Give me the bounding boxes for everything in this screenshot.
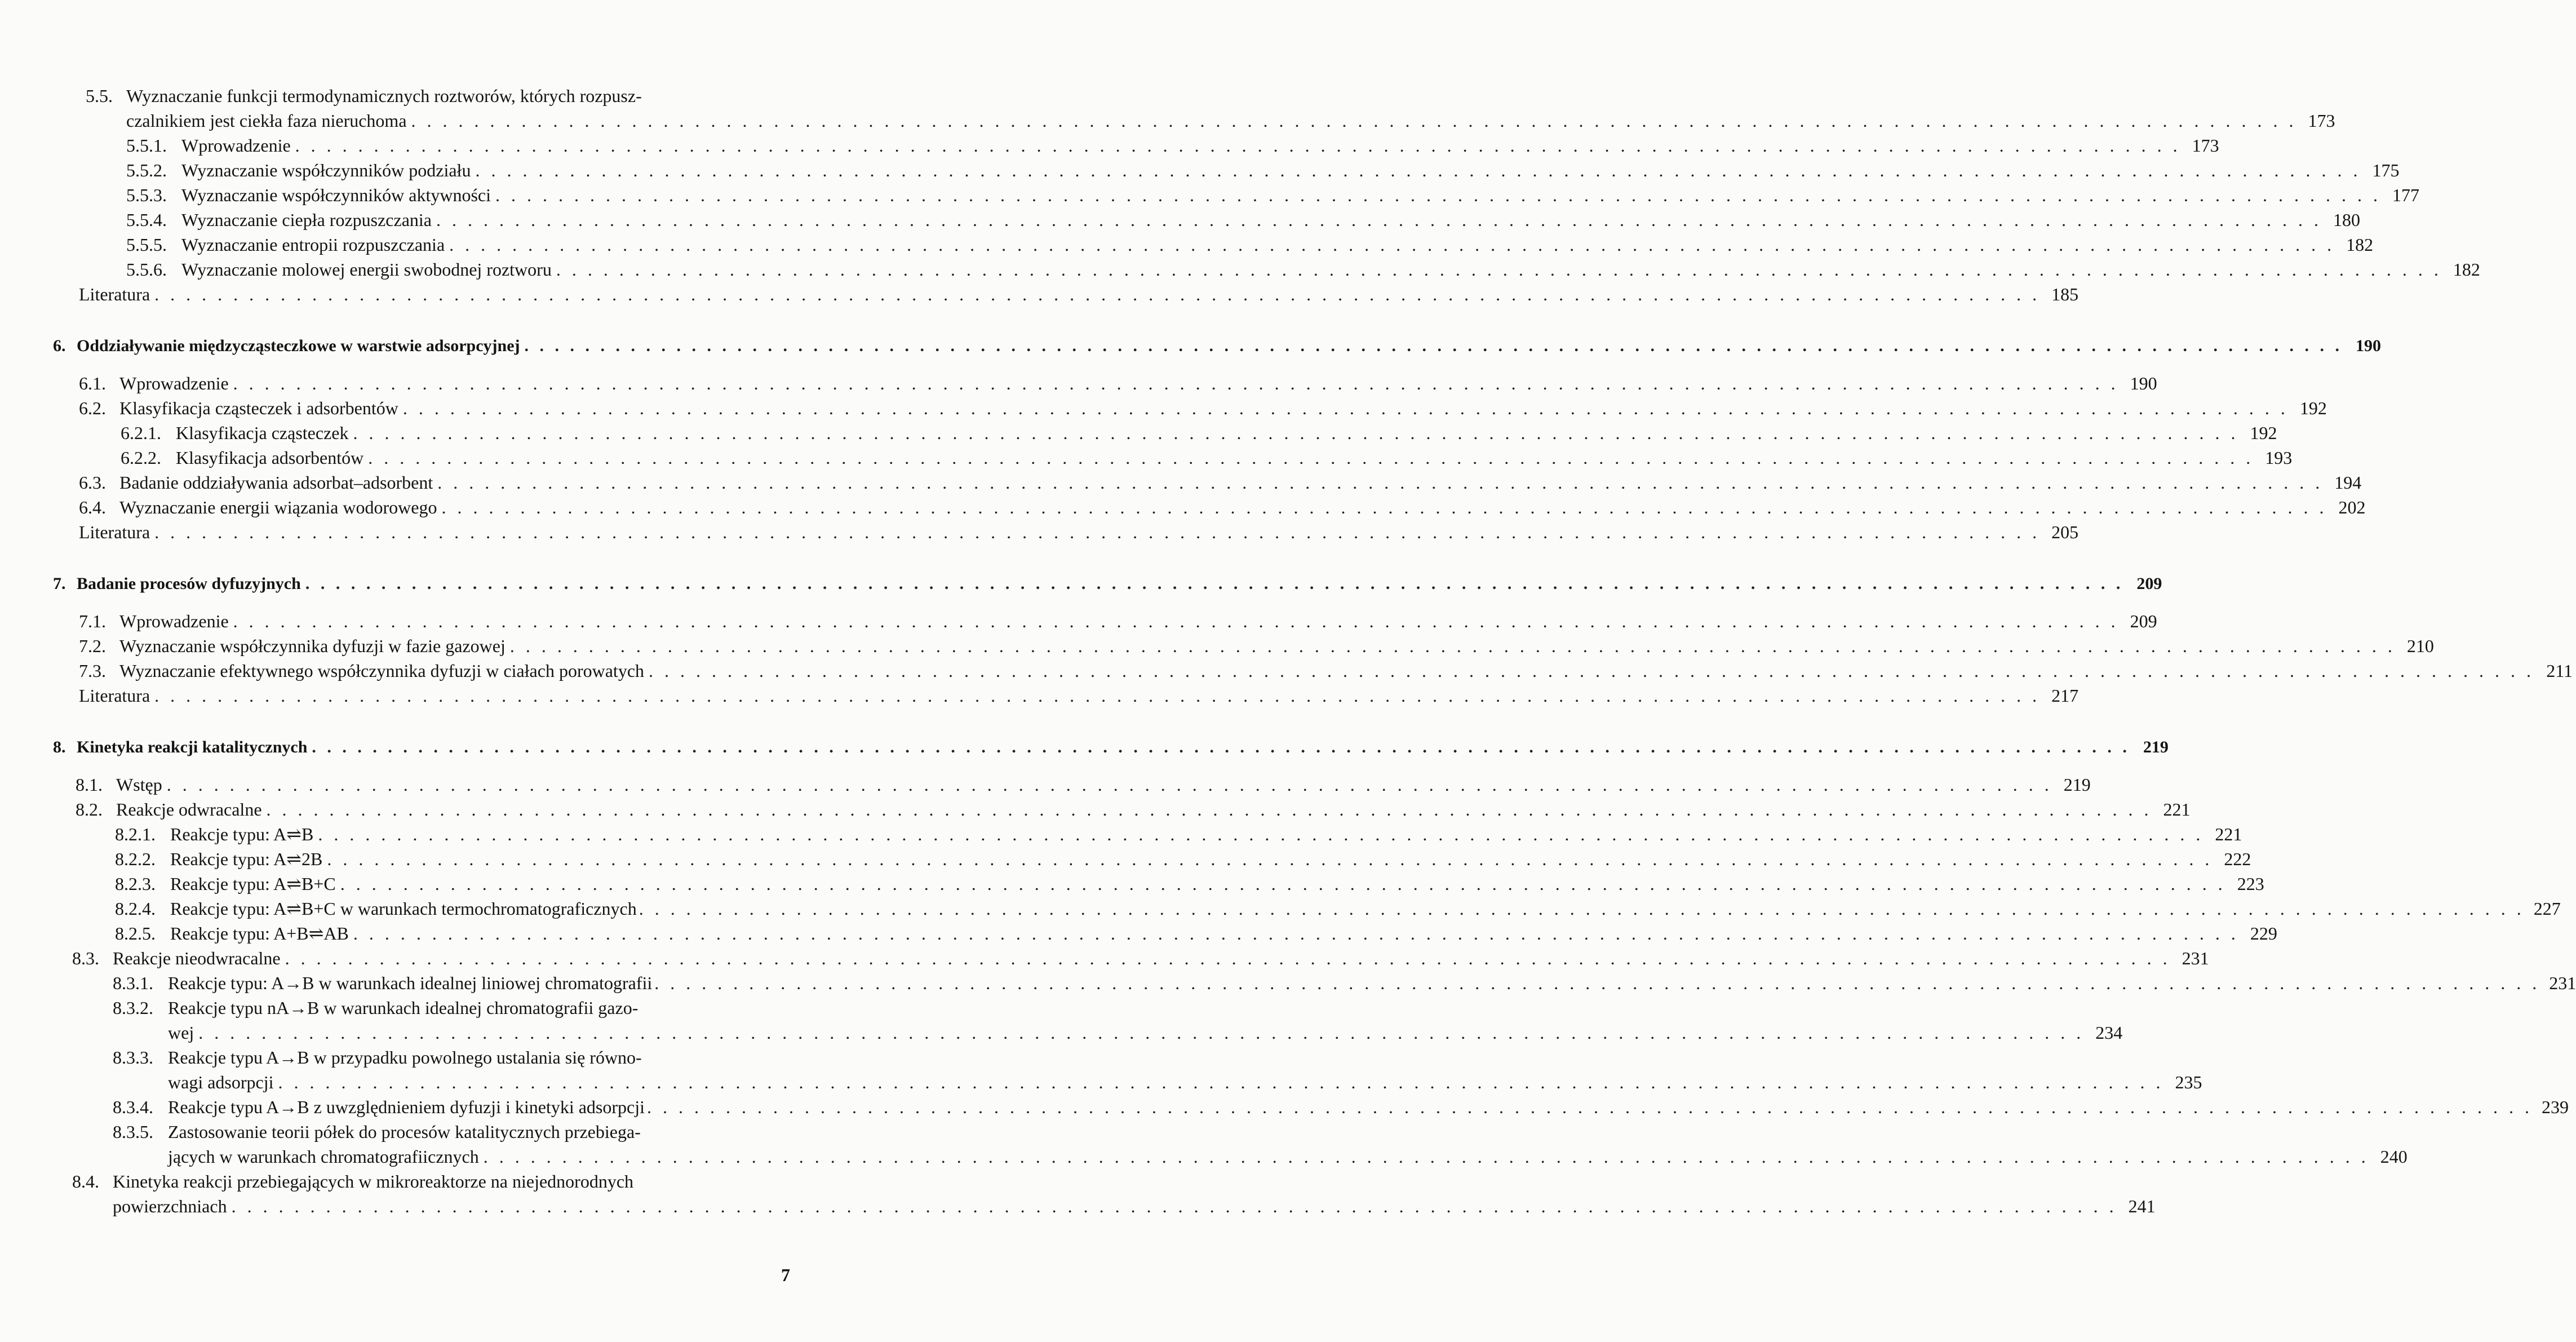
toc-title-continued: jących w warunkach chromatografiicznych [168, 1146, 479, 1167]
toc-page-number: 227 [2533, 898, 2561, 919]
toc-title: Reakcje typu: A⇌B+C w warunkach termochromatograficznych [170, 898, 637, 919]
toc-title: Reakcje typu A→B w przypadku powolnego ustalania się równo- [168, 1047, 642, 1068]
toc-entry-5-5-5 [76, 232, 2374, 257]
toc-title: Reakcje typu: A⇌B [170, 824, 314, 844]
toc-entry-6-2-1 [76, 420, 2277, 445]
toc-title: Kinetyka reakcji przebiegających w mikroreaktorze na niejednorodnych [113, 1171, 634, 1192]
toc-page-number: 229 [2250, 923, 2277, 944]
dot-leader [154, 520, 2040, 544]
dot-leader [295, 133, 2181, 158]
toc-title: Literatura [79, 522, 150, 542]
toc-number: 6.2. [79, 398, 106, 418]
dot-leader [233, 371, 2119, 396]
page-folio: 7 [781, 1265, 790, 1285]
toc-page-number: 221 [2163, 799, 2191, 820]
toc-entry-5-5-6 [76, 257, 2480, 282]
dot-leader [449, 232, 2335, 257]
toc-number: 8.2.1. [115, 824, 156, 844]
toc-chapter-number: 7. [53, 574, 66, 593]
toc-entry-6-3 [76, 470, 2362, 495]
toc-title: Badanie oddziaływania adsorbat–adsorbent [119, 472, 433, 493]
toc-chapter-number: 6. [53, 336, 66, 355]
dot-leader [654, 971, 2540, 995]
toc-chapter-7 [53, 572, 2162, 596]
dot-leader [556, 257, 2442, 282]
toc-entry-6-1 [76, 371, 2157, 396]
toc-number: 8.2.4. [115, 898, 156, 919]
toc-page-number: 231 [2549, 973, 2576, 993]
toc-title: Reakcje typu nA→B w warunkach idealnej chromatografii gazo- [168, 998, 639, 1018]
dot-leader [318, 822, 2203, 847]
toc-entry-8-3-1 [76, 971, 2576, 995]
toc-number: 8.2.3. [115, 874, 156, 894]
toc-number: 8.2. [76, 799, 103, 820]
toc-title: Wyznaczanie ciepła rozpuszczania [181, 210, 432, 230]
toc-entry-6-2 [76, 396, 2327, 420]
toc-number: 8.2.5. [115, 923, 156, 944]
toc-entry-5-5-1 [76, 133, 2219, 158]
toc-page-number: 241 [2128, 1196, 2156, 1216]
toc-page-number: 222 [2224, 849, 2251, 869]
toc-page-number: 209 [2130, 611, 2157, 631]
toc-page-number: 240 [2380, 1146, 2407, 1167]
toc-title: Reakcje typu A→B z uwzględnieniem dyfuzji i kinetyki adsorpcji [168, 1097, 645, 1117]
toc-chapter-title: Kinetyka reakcji katalitycznych [77, 738, 308, 756]
dot-leader [285, 946, 2171, 971]
dot-leader [340, 871, 2226, 896]
toc-entry-7-3 [76, 658, 2573, 683]
dot-leader [305, 572, 2124, 596]
table-of-contents [53, 83, 2576, 1219]
dot-leader [353, 420, 2238, 445]
dot-leader [510, 634, 2396, 658]
toc-page-number: 219 [2063, 774, 2091, 795]
toc-title: Wprowadzenie [119, 611, 229, 631]
toc-number: 6.4. [79, 497, 106, 517]
toc-number: 8.3. [72, 948, 99, 968]
toc-chapter-title: Badanie procesów dyfuzyjnych [77, 574, 301, 593]
dot-leader [327, 847, 2213, 871]
dot-leader [198, 1020, 2084, 1045]
toc-title: Wyznaczanie entropii rozpuszczania [181, 234, 445, 255]
toc-page-number: 211 [2546, 661, 2573, 681]
toc-number: 5.5.5. [126, 234, 167, 255]
toc-title: Zastosowanie teorii półek do procesów katalitycznych przebiega- [168, 1122, 641, 1142]
toc-number: 5.5.6. [126, 259, 167, 280]
toc-entry-8-2 [76, 797, 2191, 822]
toc-page-number: 223 [2237, 874, 2264, 894]
toc-entry-8-3-4 [76, 1095, 2569, 1119]
toc-number: 6.2.2. [121, 448, 161, 468]
dot-leader [495, 183, 2381, 207]
toc-title: Reakcje typu: A⇌B+C [170, 874, 336, 894]
toc-chapter-6 [53, 334, 2382, 358]
toc-number: 7.3. [79, 661, 106, 681]
toc-page-number: 182 [2346, 234, 2374, 255]
toc-number: 8.1. [76, 774, 103, 795]
toc-number: 8.3.5. [113, 1122, 153, 1142]
dot-leader [475, 158, 2361, 183]
toc-page-number: 175 [2372, 160, 2400, 180]
toc-entry-literatura [76, 520, 2079, 544]
dot-leader [278, 1070, 2164, 1095]
toc-entry-literatura [76, 683, 2079, 708]
dot-leader [411, 108, 2297, 133]
toc-title: Wyznaczanie funkcji termodynamicznych roztworów, których rozpusz- [126, 86, 642, 106]
toc-number: 5.5.1. [126, 135, 167, 156]
toc-entry-8-1 [76, 772, 2091, 797]
toc-title: Wyznaczanie molowej energii swobodnej roztworu [181, 259, 552, 280]
toc-chapter-8 [53, 735, 2169, 760]
toc-title: Wyznaczanie energii wiązania wodorowego [119, 497, 437, 517]
toc-entry-8-4 [72, 1169, 2156, 1219]
toc-title: Literatura [79, 685, 150, 706]
dot-leader [232, 1194, 2117, 1219]
toc-page-number: 234 [2095, 1022, 2123, 1043]
toc-entry-7-2 [76, 634, 2434, 658]
toc-page-number: 173 [2308, 110, 2335, 131]
toc-number: 6.2.1. [121, 423, 161, 443]
toc-title: Klasyfikacja cząsteczek i adsorbentów [119, 398, 398, 418]
toc-number: 5.5.4. [126, 210, 167, 230]
toc-chapter-number: 8. [53, 738, 66, 756]
toc-title: Klasyfikacja adsorbentów [176, 448, 364, 468]
toc-entry-8-2-2 [76, 847, 2251, 871]
toc-page-number: 185 [2051, 284, 2079, 304]
toc-title: Wyznaczanie współczynnika dyfuzji w fazie gazowej [119, 636, 506, 656]
toc-page-number: 239 [2542, 1097, 2569, 1117]
dot-leader [441, 495, 2327, 520]
toc-number: 7.1. [79, 611, 106, 631]
toc-entry-6-4 [76, 495, 2366, 520]
toc-entry-8-2-4 [76, 896, 2561, 921]
toc-entry-8-3-2 [76, 995, 2123, 1045]
toc-page-number: 194 [2334, 472, 2362, 493]
toc-entry-7-1 [76, 609, 2157, 634]
toc-title: Reakcje typu: A⇌2B [170, 849, 323, 869]
toc-entry-8-3-5 [76, 1119, 2407, 1169]
toc-title: Wstęp [116, 774, 162, 795]
toc-number: 8.3.1. [113, 973, 153, 993]
toc-title: Wyznaczanie współczynników podziału [181, 160, 471, 180]
toc-entry-literatura [76, 282, 2079, 307]
toc-chapter-title: Oddziaływanie międzycząsteczkowe w warstwie adsorpcyjnej [77, 336, 520, 355]
toc-page-number: 192 [2299, 398, 2327, 418]
toc-title-continued: powierzchniach [113, 1196, 227, 1216]
toc-title-continued: wej [168, 1022, 194, 1043]
dot-leader [233, 609, 2119, 634]
dot-leader [353, 921, 2239, 946]
toc-number: 8.3.3. [113, 1047, 153, 1068]
toc-page-number: 192 [2250, 423, 2277, 443]
toc-page-number: 217 [2051, 685, 2079, 706]
toc-entry-6-2-2 [76, 445, 2293, 470]
toc-page-number: 190 [2356, 336, 2382, 355]
toc-entry-8-2-3 [76, 871, 2264, 896]
dot-leader [312, 735, 2130, 760]
toc-title: Wprowadzenie [181, 135, 291, 156]
toc-page-number: 219 [2143, 738, 2169, 756]
dot-leader [154, 683, 2040, 708]
toc-number: 8.4. [72, 1171, 99, 1192]
toc-number: 8.3.2. [113, 998, 153, 1018]
toc-title: Wyznaczanie współczynników aktywności [181, 185, 491, 205]
toc-page-number: 235 [2175, 1072, 2202, 1092]
toc-number: 5.5. [86, 86, 113, 106]
dot-leader [649, 658, 2534, 683]
toc-number: 5.5.3. [126, 185, 167, 205]
dot-leader [647, 1095, 2533, 1119]
toc-entry-8-2-5 [76, 921, 2277, 946]
toc-number: 5.5.2. [126, 160, 167, 180]
toc-entry-8-2-1 [76, 822, 2242, 847]
toc-title: Literatura [79, 284, 150, 304]
dot-leader [437, 470, 2323, 495]
toc-page-number: 205 [2051, 522, 2079, 542]
toc-number: 6.1. [79, 373, 106, 393]
toc-page-number: 231 [2182, 948, 2209, 968]
toc-entry-5-5-3 [76, 183, 2419, 207]
toc-page-number: 177 [2392, 185, 2419, 205]
toc-title-continued: wagi adsorpcji [168, 1072, 274, 1092]
toc-page-number: 209 [2136, 574, 2162, 593]
toc-title-continued: czalnikiem jest ciekła faza nieruchoma [126, 110, 407, 131]
toc-entry-8-3 [72, 946, 2209, 971]
toc-number: 6.3. [79, 472, 106, 493]
dot-leader [484, 1144, 2369, 1169]
toc-title: Reakcje typu: A+B⇌AB [170, 923, 349, 944]
toc-page-number: 190 [2130, 373, 2157, 393]
dot-leader [403, 396, 2289, 420]
toc-number: 7.2. [79, 636, 106, 656]
toc-entry-5-5 [76, 83, 2335, 133]
toc-page-number: 182 [2453, 259, 2480, 280]
toc-title: Reakcje odwracalne [116, 799, 262, 820]
toc-page-number: 193 [2265, 448, 2293, 468]
dot-leader [167, 772, 2052, 797]
toc-title: Klasyfikacja cząsteczek [176, 423, 349, 443]
toc-page-number: 180 [2333, 210, 2360, 230]
toc-entry-8-3-3 [76, 1045, 2202, 1095]
dot-leader [436, 207, 2322, 232]
toc-title: Wyznaczanie efektywnego współczynnika dyfuzji w ciałach porowatych [119, 661, 645, 681]
toc-title: Reakcje typu: A→B w warunkach idealnej liniowej chromatografii [168, 973, 653, 993]
toc-title: Reakcje nieodwracalne [113, 948, 281, 968]
toc-number: 8.2.2. [115, 849, 156, 869]
toc-page-number: 202 [2338, 497, 2366, 517]
toc-page-number: 173 [2192, 135, 2219, 156]
dot-leader [267, 797, 2152, 822]
dot-leader [154, 282, 2040, 307]
toc-page-number: 221 [2215, 824, 2242, 844]
toc-entry-5-5-2 [76, 158, 2400, 183]
dot-leader [368, 445, 2254, 470]
dot-leader [639, 896, 2525, 921]
toc-title: Wprowadzenie [119, 373, 229, 393]
dot-leader [525, 334, 2343, 358]
toc-page-number: 210 [2406, 636, 2434, 656]
toc-entry-5-5-4 [76, 207, 2360, 232]
toc-number: 8.3.4. [113, 1097, 153, 1117]
